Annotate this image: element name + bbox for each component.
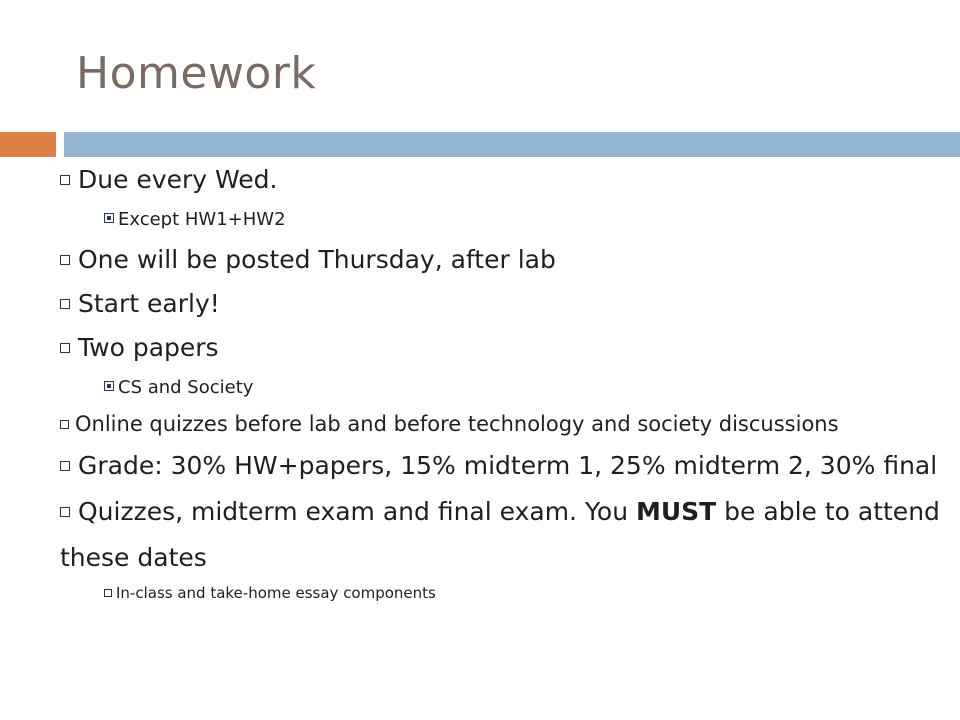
filled-square-bullet-icon <box>104 213 114 223</box>
sub-bullet-text: CS and Society <box>118 377 254 398</box>
slide-title: Homework <box>76 48 317 99</box>
bullet-item <box>60 489 940 581</box>
hollow-square-bullet-icon <box>60 175 70 185</box>
hollow-square-bullet-icon <box>60 507 70 517</box>
sub-sub-bullet-item <box>60 581 940 605</box>
bullet-text: One will be posted Thursday, after lab <box>78 245 556 274</box>
sub-bullet-item <box>60 370 940 406</box>
hollow-square-bullet-icon <box>104 589 112 597</box>
bullet-item <box>60 158 940 202</box>
sub-bullet-text: Except HW1+HW2 <box>118 209 286 230</box>
hollow-square-bullet-icon <box>60 461 70 471</box>
bullet-item <box>60 406 940 443</box>
bullet-text: Start early! <box>78 289 220 318</box>
bullet-item <box>60 326 940 370</box>
bullet-text: Quizzes, midterm exam and final exam. You <box>78 497 636 526</box>
bullet-text: Two papers <box>78 333 219 362</box>
bullet-text: Online quizzes before lab and before technology and society discussions <box>75 412 839 436</box>
sub-sub-bullet-text: In-class and take-home essay components <box>116 584 436 602</box>
hollow-square-bullet-icon <box>60 299 70 309</box>
slide-body <box>60 158 940 605</box>
filled-square-bullet-icon <box>104 381 114 391</box>
hollow-square-bullet-icon <box>60 255 70 265</box>
sub-bullet-item <box>60 202 940 238</box>
bullet-item <box>60 443 940 489</box>
bullet-item <box>60 282 940 326</box>
bullet-text: Due every Wed. <box>78 165 278 194</box>
bullet-emphasis: MUST <box>635 497 717 526</box>
accent-bar-orange <box>0 132 56 157</box>
accent-bar-blue <box>64 132 960 157</box>
hollow-square-bullet-icon <box>60 420 69 429</box>
bullet-text: be able to attend these dates <box>60 497 940 572</box>
hollow-square-bullet-icon <box>60 343 70 353</box>
bullet-item <box>60 238 940 282</box>
bullet-text: Grade: 30% HW+papers, 15% midterm 1, 25% midterm 2, 30% final <box>78 451 938 480</box>
